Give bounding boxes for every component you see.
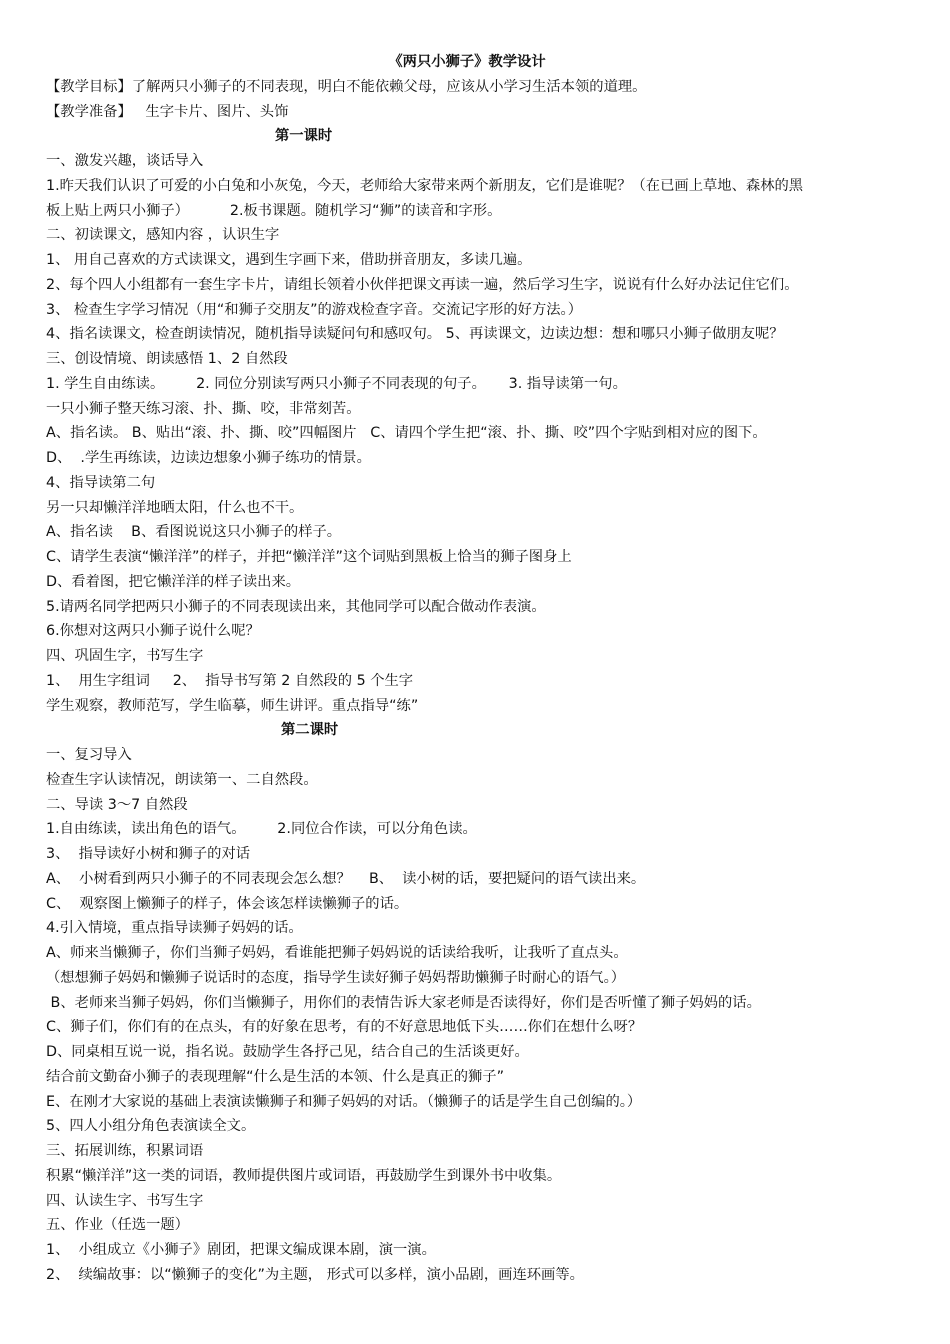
teaching-preparation: 【教学准备】 生字卡片、图片、头饰 (46, 103, 289, 120)
text-line: 1.自由练读，读出角色的语气。 2.同位合作读，可以分角色读。 (46, 821, 477, 838)
text-line: 4、指名读课文，检查朗读情况，随机指导读疑问句和感叹句。 5、再读课文，边读边想：想和哪只小狮子做朋友呢？ (46, 326, 784, 343)
text-line: C、 观察图上懒狮子的样子，体会该怎样读懒狮子的话。 (46, 895, 409, 912)
text-line: 四、巩固生字，书写生字 (46, 648, 204, 664)
lesson-one-heading: 第一课时 (275, 128, 333, 145)
text-line: 结合前文勤奋小狮子的表现理解“什么是生活的本领、什么是真正的狮子” (46, 1068, 505, 1085)
text-line: 1、 用生字组词 2、 指导书写第 2 自然段的 5 个生字 (46, 672, 414, 689)
text-line: 一、激发兴趣，谈话导入 (46, 153, 204, 169)
document-title: 《两只小狮子》教学设计 (388, 54, 546, 70)
text-line: 学生观察，教师范写，学生临摹，师生讲评。重点指导“练” (46, 697, 419, 714)
text-line: 2、每个四人小组都有一套生字卡片，请组长领着小伙伴把课文再读一遍，然后学习生字，说说有什么好办法记住它们。 (46, 276, 799, 293)
teaching-goal: 【教学目标】了解两只小狮子的不同表现，明白不能依赖父母，应该从小学习生活本领的道理。 (46, 78, 647, 95)
text-line: 检查生字认读情况，朗读第一、二自然段。 (46, 771, 318, 788)
text-line: 三、创设情境、朗读感悟 1、2 自然段 (46, 351, 288, 367)
text-line: C、狮子们，你们有的在点头，有的好象在思考，有的不好意思地低下头……你们在想什么呀？ (46, 1019, 643, 1036)
text-line: 二、初读课文，感知内容 ，认识生字 (46, 227, 280, 244)
text-line: 1. 学生自由练读。 2. 同位分别读写两只小狮子不同表现的句子。 3. 指导读第一句。 (46, 375, 627, 392)
text-line: D、同桌相互说一说，指名说。鼓励学生各抒己见，结合自己的生活谈更好。 (46, 1044, 529, 1060)
text-line: 3、 检查生字学习情况（用“和狮子交朋友”的游戏检查字音。交流记字形的好方法。） (46, 301, 582, 318)
text-line: A、指名读。 B、贴出“滚、扑、撕、咬”四幅图片 C、请四个学生把“滚、扑、撕、咬”四个字贴到相对应的图下。 (46, 425, 767, 442)
text-line: 二、导读 3～7 自然段 (46, 796, 188, 813)
text-line: 四、认读生字、书写生字 (46, 1192, 204, 1209)
lesson-two-heading: 第二课时 (281, 722, 339, 739)
lesson-one-body (46, 149, 910, 718)
text-line: D、 .学生再练读，边读边想象小狮子练功的情景。 (46, 450, 371, 466)
text-line: 积累“懒洋洋”这一类的词语，教师提供图片或词语，再鼓励学生到课外书中收集。 (46, 1167, 562, 1184)
text-line: E、在刚才大家说的基础上表演读懒狮子和狮子妈妈的对话。（懒狮子的话是学生自己创编的。） (46, 1093, 642, 1110)
text-line: 1、 用自己喜欢的方式读课文，遇到生字画下来，借助拼音朋友，多读几遍。 (46, 252, 532, 268)
text-line: 一只小狮子整天练习滚、扑、撕、咬，非常刻苦。 (46, 400, 361, 417)
text-line: D、看着图，把它懒洋洋的样子读出来。 (46, 573, 301, 590)
text-line: 1、 小组成立《小狮子》剧团，把课文编成课本剧，演一演。 (46, 1242, 436, 1258)
text-line: A、 小树看到两只小狮子的不同表现会怎么想？ B、 读小树的话，要把疑问的语气读出来。 (46, 870, 646, 887)
text-line: 6.你想对这两只小狮子说什么呢？ (46, 623, 260, 640)
text-line: 一、复习导入 (46, 747, 132, 763)
text-line: 五、作业（任选一题） (46, 1217, 189, 1234)
text-line: 三、拓展训练，积累词语 (46, 1143, 204, 1159)
text-line: 2、 续编故事：以“懒狮子的变化”为主题， 形式可以多样，演小品剧，画连环画等。 (46, 1266, 584, 1283)
text-line: C、请学生表演“懒洋洋”的样子，并把“懒洋洋”这个词贴到黑板上恰当的狮子图身上 (46, 549, 572, 565)
text-line: 4.引入情境，重点指导读狮子妈妈的话。 (46, 920, 303, 937)
text-line: A、指名读 B、看图说说这只小狮子的样子。 (46, 524, 342, 541)
text-line: 3、 指导读好小树和狮子的对话 (46, 846, 251, 862)
text-line: 4、指导读第二句 (46, 474, 156, 491)
text-line: 5、四人小组分角色表演读全文。 (46, 1118, 256, 1135)
text-line: 1.昨天我们认识了可爱的小白兔和小灰兔，今天，老师给大家带来两个新朋友，它们是谁呢？（在已画上草地、森林的黑 (46, 177, 804, 194)
text-line: 板上贴上两只小狮子） 2.板书课题。随机学习“狮”的读音和字形。 (46, 202, 502, 219)
text-line: 5.请两名同学把两只小狮子的不同表现读出来，其他同学可以配合做动作表演。 (46, 598, 546, 615)
text-line: B、老师来当狮子妈妈，你们当懒狮子，用你们的表情告诉大家老师是否读得好，你们是否听懂了狮子妈妈的话。 (46, 994, 761, 1011)
text-line: A、师来当懒狮子，你们当狮子妈妈，看谁能把狮子妈妈说的话读给我听，让我听了直点头。 (46, 945, 628, 961)
text-line: 另一只却懒洋洋地晒太阳，什么也不干。 (46, 499, 304, 516)
text-line: （想想狮子妈妈和懒狮子说话时的态度，指导学生读好狮子妈妈帮助懒狮子时耐心的语气。） (46, 969, 626, 986)
lesson-two-body (46, 743, 910, 1288)
